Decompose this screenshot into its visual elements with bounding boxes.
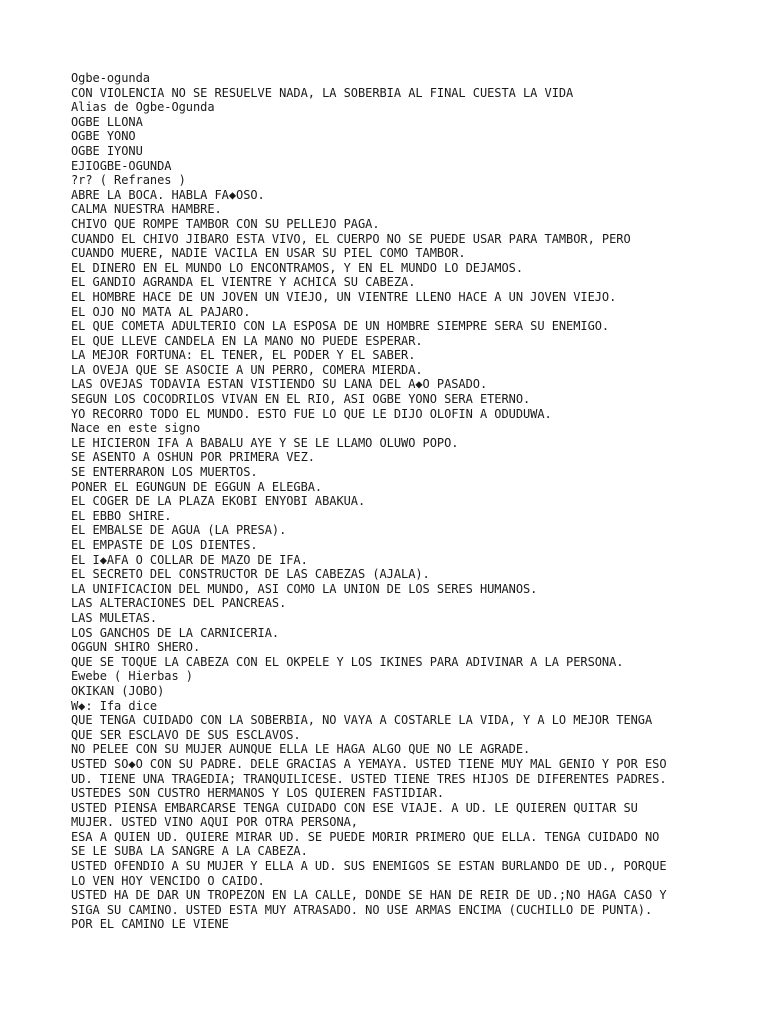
document-line: ABRE LA BOCA. HABLA FA◆OSO. xyxy=(71,187,265,202)
document-line: SE LE SUBA LA SANGRE A LA CABEZA. xyxy=(71,844,308,859)
document-line: LA UNIFICACION DEL MUNDO, ASI COMO LA UNION DE LOS SERES HUMANOS. xyxy=(71,581,538,596)
document-line: SEGUN LOS COCODRILOS VIVAN EN EL RIO, ASI OGBE YONO SERA ETERNO. xyxy=(71,392,531,407)
document-line: CUANDO MUERE, NADIE VACILA EN USAR SU PIEL COMO TAMBOR. xyxy=(71,246,466,261)
section-heading-nace: Nace en este signo xyxy=(71,421,201,436)
document-line: LO VEN HOY VENCIDO O CAIDO. xyxy=(71,873,265,888)
document-line: POR EL CAMINO LE VIENE xyxy=(71,917,229,932)
document-line: EL GANDIO AGRANDA EL VIENTRE Y ACHICA SU CABEZA. xyxy=(71,275,416,290)
document-line: USTED PIENSA EMBARCARSE TENGA CUIDADO CON ESE VIAJE. A UD. LE QUIEREN QUITAR SU xyxy=(71,800,638,815)
document-line: CUANDO EL CHIVO JIBARO ESTA VIVO, EL CUERPO NO SE PUEDE USAR PARA TAMBOR, PERO xyxy=(71,231,631,246)
section-heading-alias: Alias de Ogbe-Ogunda xyxy=(71,100,215,115)
document-line: SE ASENTO A OSHUN POR PRIMERA VEZ. xyxy=(71,450,315,465)
document-line: NO PELEE CON SU MUJER AUNQUE ELLA LE HAGA ALGO QUE NO LE AGRADE. xyxy=(71,742,531,757)
document-line: USTED SO◆O CON SU PADRE. DELE GRACIAS A YEMAYA. USTED TIENE MUY MAL GENIO Y POR ESO xyxy=(71,756,667,771)
document-line: OGBE YONO xyxy=(71,129,136,144)
document-line: QUE SE TOQUE LA CABEZA CON EL OKPELE Y LOS IKINES PARA ADIVINAR A LA PERSONA. xyxy=(71,654,624,669)
document-line: YO RECORRO TODO EL MUNDO. ESTO FUE LO QUE LE DIJO OLOFIN A ODUDUWA. xyxy=(71,406,552,421)
document-line: LAS ALTERACIONES DEL PANCREAS. xyxy=(71,596,287,611)
document-line: OGGUN SHIRO SHERO. xyxy=(71,640,201,655)
document-line: EJIOGBE-OGUNDA xyxy=(71,158,172,173)
document-line: SIGA SU CAMINO. USTED ESTA MUY ATRASADO. NO USE ARMAS ENCIMA (CUCHILLO DE PUNTA). xyxy=(71,902,653,917)
document-line: LAS OVEJAS TODAVIA ESTAN VISTIENDO SU LANA DEL A◆O PASADO. xyxy=(71,377,488,392)
document-line: CON VIOLENCIA NO SE RESUELVE NADA, LA SOBERBIA AL FINAL CUESTA LA VIDA xyxy=(71,85,574,100)
document-line: LOS GANCHOS DE LA CARNICERIA. xyxy=(71,625,280,640)
section-heading-ifa-dice: W◆: Ifa dice xyxy=(71,698,158,713)
document-line: CALMA NUESTRA HAMBRE. xyxy=(71,202,222,217)
document-line: ESA A QUIEN UD. QUIERE MIRAR UD. SE PUEDE MORIR PRIMERO QUE ELLA. TENGA CUIDADO NO xyxy=(71,829,660,844)
document-line: EL DINERO EN EL MUNDO LO ENCONTRAMOS, Y EN EL MUNDO LO DEJAMOS. xyxy=(71,260,524,275)
document-line: OGBE LLONA xyxy=(71,114,143,129)
document-line: EL QUE LLEVE CANDELA EN LA MANO NO PUEDE ESPERAR. xyxy=(71,333,423,348)
document-line: OKIKAN (JOBO) xyxy=(71,683,165,698)
document-line: EL COGER DE LA PLAZA EKOBI ENYOBI ABAKUA. xyxy=(71,494,366,509)
document-line: LE HICIERON IFA A BABALU AYE Y SE LE LLAMO OLUWO POPO. xyxy=(71,435,459,450)
document-line: USTED OFENDIO A SU MUJER Y ELLA A UD. SUS ENEMIGOS SE ESTAN BURLANDO DE UD., PORQUE xyxy=(71,859,667,874)
document-line: SE ENTERRARON LOS MUERTOS. xyxy=(71,465,258,480)
section-heading-refranes: ?r? ( Refranes ) xyxy=(71,173,186,188)
document-line: LA OVEJA QUE SE ASOCIE A UN PERRO, COMERA MIERDA. xyxy=(71,362,423,377)
document-line: EL EMPASTE DE LOS DIENTES. xyxy=(71,538,258,552)
document-line: EL I◆AFA O COLLAR DE MAZO DE IFA. xyxy=(71,552,308,567)
section-heading-hierbas: Ewebe ( Hierbas ) xyxy=(71,669,193,684)
document-line: EL EBBO SHIRE. xyxy=(71,508,172,523)
document-title: Ogbe-ogunda xyxy=(71,71,150,85)
document-line: LA MEJOR FORTUNA: EL TENER, EL PODER Y EL SABER. xyxy=(71,348,416,363)
document-line: QUE SER ESCLAVO DE SUS ESCLAVOS. xyxy=(71,727,301,742)
document-line: QUE TENGA CUIDADO CON LA SOBERBIA, NO VAYA A COSTARLE LA VIDA, Y A LO MEJOR TENGA xyxy=(71,713,653,728)
document-line: UD. TIENE UNA TRAGEDIA; TRANQUILICESE. USTED TIENE TRES HIJOS DE DIFERENTES PADRES. xyxy=(71,771,667,786)
document-line: MUJER. USTED VINO AQUI POR OTRA PERSONA, xyxy=(71,815,358,830)
document-line: EL OJO NO MATA AL PAJARO. xyxy=(71,304,251,319)
document-line: PONER EL EGUNGUN DE EGGUN A ELEGBA. xyxy=(71,479,323,494)
document-line: EL EMBALSE DE AGUA (LA PRESA). xyxy=(71,523,287,538)
document-line: CHIVO QUE ROMPE TAMBOR CON SU PELLEJO PAGA. xyxy=(71,216,380,231)
document-line: LAS MULETAS. xyxy=(71,610,158,625)
document-line: USTEDES SON CUSTRO HERMANOS Y LOS QUIEREN FASTIDIAR. xyxy=(71,786,445,801)
document-page xyxy=(71,71,751,932)
document-line: OGBE IYONU xyxy=(71,143,143,158)
document-line: EL HOMBRE HACE DE UN JOVEN UN VIEJO, UN VIENTRE LLENO HACE A UN JOVEN VIEJO. xyxy=(71,289,617,304)
document-line: EL QUE COMETA ADULTERIO CON LA ESPOSA DE UN HOMBRE SIEMPRE SERA SU ENEMIGO. xyxy=(71,319,610,334)
document-line: USTED HA DE DAR UN TROPEZON EN LA CALLE, DONDE SE HAN DE REIR DE UD.;NO HAGA CASO Y xyxy=(71,888,667,903)
document-line: EL SECRETO DEL CONSTRUCTOR DE LAS CABEZAS (AJALA). xyxy=(71,567,430,582)
